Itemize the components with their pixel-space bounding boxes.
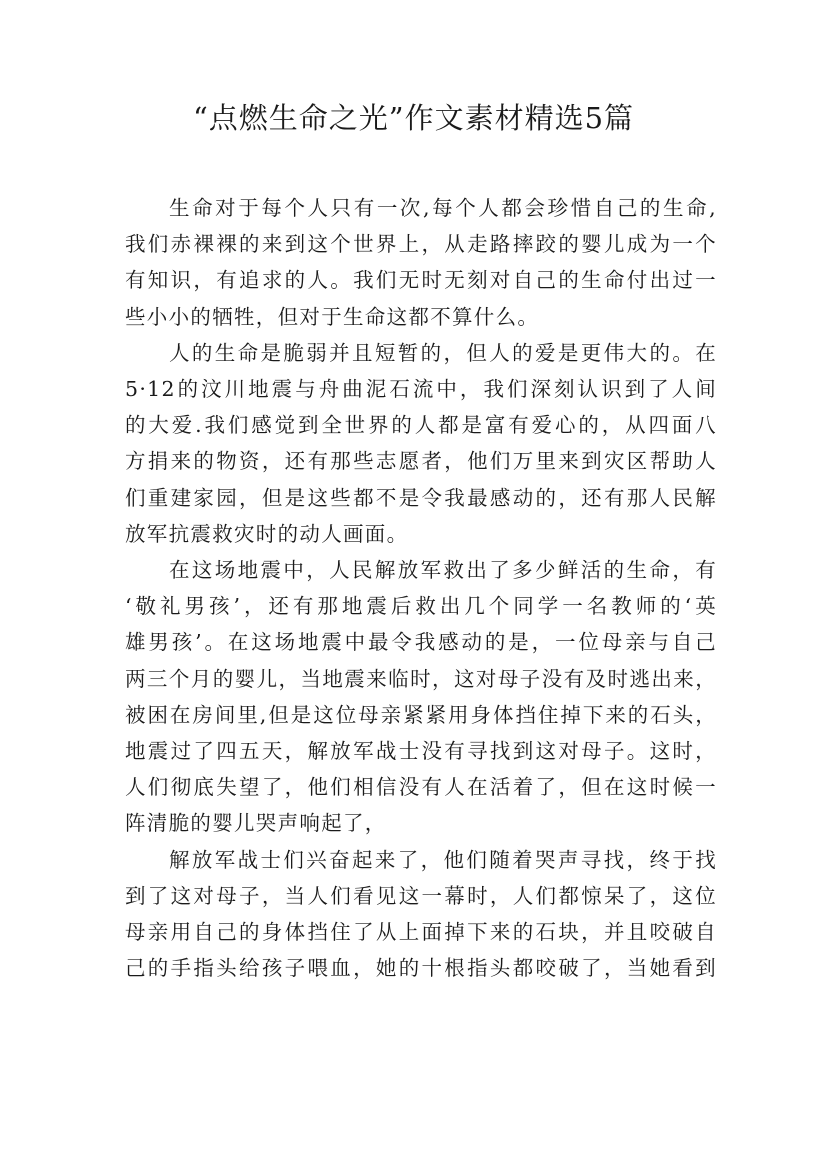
- document-body: [125, 190, 717, 986]
- text-line: 雄男孩’。在这场地震中最令我感动的是，一位母亲与自己: [125, 630, 717, 655]
- text-line: 人的生命是脆弱并且短暂的，但人的爱是更伟大的。在: [169, 340, 717, 365]
- text-line: 5·12的汶川地震与舟曲泥石流中，我们深刻认识到了人间: [125, 377, 717, 402]
- text-line: 的大爱.我们感觉到全世界的人都是富有爱心的，从四面八: [125, 413, 717, 438]
- text-line: 在这场地震中，人民解放军救出了多少鲜活的生命，有: [169, 558, 717, 583]
- text-line: 己的手指头给孩子喂血，她的十根指头都咬破了，当她看到: [125, 956, 717, 981]
- text-line: 方捐来的物资，还有那些志愿者，他们万里来到灾区帮助人: [125, 449, 717, 474]
- text-line: 两三个月的婴儿，当地震来临时，这对母子没有及时逃出来，: [125, 666, 717, 691]
- text-line: 们重建家园，但是这些都不是令我最感动的，还有那人民解: [125, 485, 717, 510]
- document-title: “点燃生命之光”作文素材精选5篇: [192, 101, 635, 135]
- text-line: 地震过了四五天，解放军战士没有寻找到这对母子。这时，: [125, 739, 717, 764]
- text-line: 放军抗震救灾时的动人画面。: [125, 521, 409, 546]
- text-line: 我们赤裸裸的来到这个世界上，从走路摔跤的婴儿成为一个: [125, 232, 717, 257]
- text-line: 有知识，有追求的人。我们无时无刻对自己的生命付出过一: [125, 268, 717, 293]
- text-line: 到了这对母子，当人们看见这一幕时，人们都惊呆了，这位: [125, 883, 717, 908]
- paragraph-4: [125, 842, 717, 987]
- text-line: 被困在房间里,但是这位母亲紧紧用身体挡住掉下来的石头，: [125, 702, 717, 727]
- text-line: 些小小的牺牲，但对于生命这都不算什么。: [125, 304, 540, 329]
- paragraph-2: [125, 335, 717, 552]
- text-line: 解放军战士们兴奋起来了，他们随着哭声寻找，终于找: [169, 847, 717, 872]
- text-line: 母亲用自己的身体挡住了从上面掉下来的石块，并且咬破自: [125, 920, 717, 945]
- paragraph-1: [125, 190, 717, 335]
- paragraph-3: [125, 552, 717, 842]
- text-line: 人们彻底失望了，他们相信没有人在活着了，但在这时候一: [125, 775, 717, 800]
- text-line: 生命对于每个人只有一次,每个人都会珍惜自己的生命,: [169, 196, 717, 220]
- text-line: ‘敬礼男孩’，还有那地震后救出几个同学一名教师的‘英: [125, 594, 717, 619]
- text-line: 阵清脆的婴儿哭声响起了，: [125, 811, 387, 836]
